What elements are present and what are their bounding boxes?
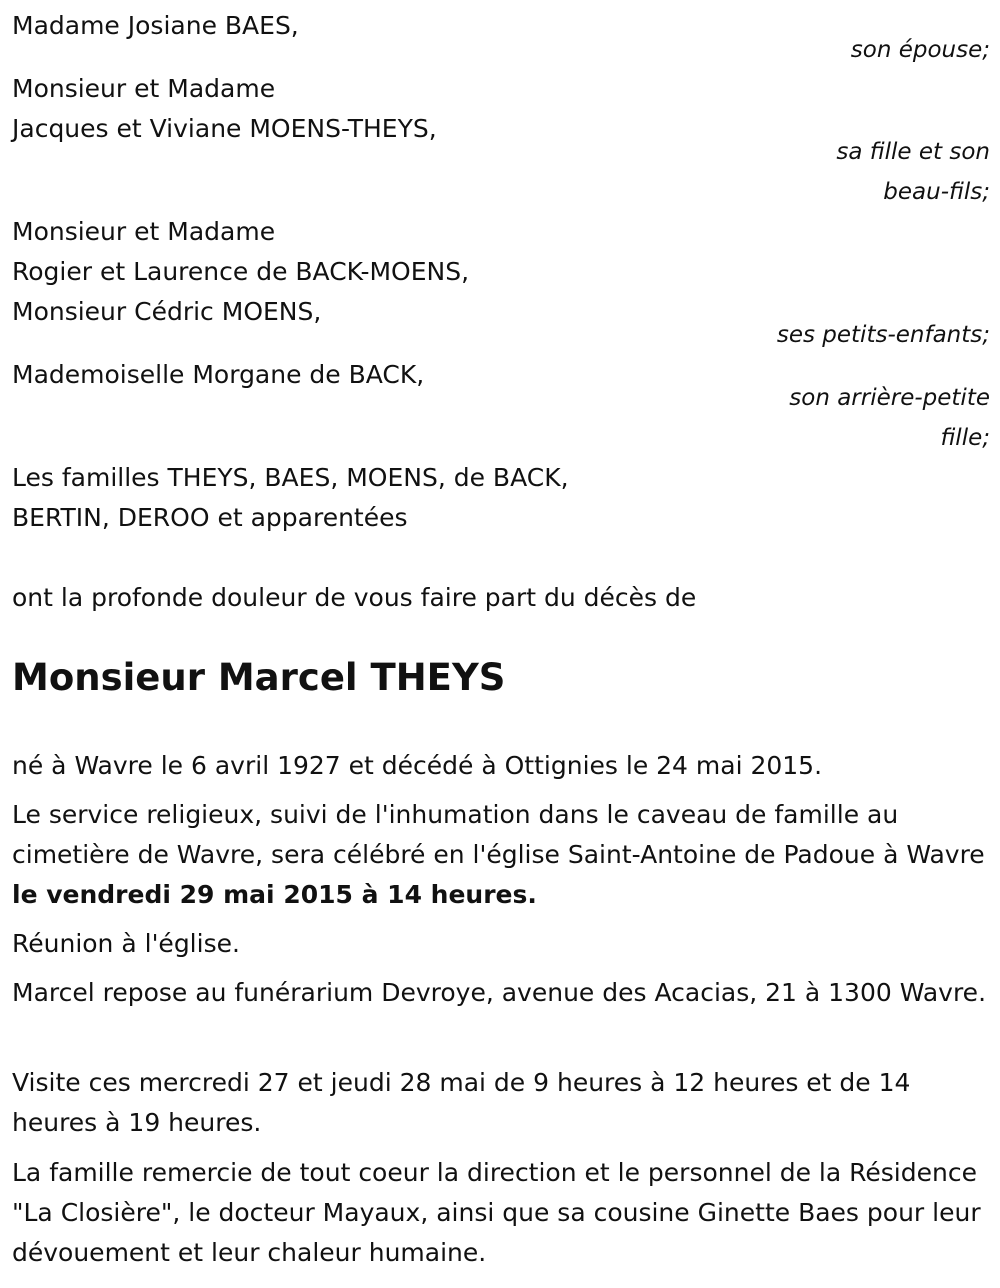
visits-text: Visite ces mercredi 27 et jeudi 28 mai de 9 heures à 12 heures et de 14 heures à 19 heures. bbox=[12, 1068, 911, 1137]
role-great-granddaughter-line2: fille; bbox=[940, 425, 990, 451]
service-date: le vendredi 29 mai 2015 à 14 heures. bbox=[12, 880, 537, 909]
role-grandchildren: ses petits-enfants; bbox=[776, 322, 990, 348]
role-spouse: son épouse; bbox=[850, 37, 990, 63]
family-member-grandchildren: Rogier et Laurence de BACK-MOENS, bbox=[12, 257, 470, 286]
funerarium-text: Marcel repose au funérarium Devroye, avenue des Acacias, 21 à 1300 Wavre. bbox=[12, 978, 987, 1007]
service-description: Le service religieux, suivi de l'inhumation dans le caveau de famille au cimetière de Wavre, sera célébré en l'église Saint-Antoine de Padoue à Wavre bbox=[12, 800, 985, 869]
intro-text: ont la profonde douleur de vous faire part du décès de bbox=[12, 583, 697, 612]
family-member-spouse: Madame Josiane BAES, bbox=[12, 11, 299, 40]
thanks-text: La famille remercie de tout coeur la direction et le personnel de la Résidence "La Closière", le docteur Mayaux, ainsi que sa cousine Ginette Baes pour leur dévouement et leur chaleur humaine. bbox=[12, 1158, 981, 1267]
family-member-grandchildren-title: Monsieur et Madame bbox=[12, 217, 276, 246]
families-line2: BERTIN, DEROO et apparentées bbox=[12, 503, 408, 532]
deceased-name: Monsieur Marcel THEYS bbox=[12, 656, 506, 699]
family-member-daughter-title: Monsieur et Madame bbox=[12, 74, 276, 103]
family-member-grandson: Monsieur Cédric MOENS, bbox=[12, 297, 322, 326]
family-member-great-granddaughter: Mademoiselle Morgane de BACK, bbox=[12, 360, 425, 389]
birth-death-text: né à Wavre le 6 avril 1927 et décédé à Ottignies le 24 mai 2015. bbox=[12, 751, 823, 780]
reunion-text: Réunion à l'église. bbox=[12, 929, 240, 958]
family-member-daughter: Jacques et Viviane MOENS-THEYS, bbox=[12, 114, 437, 143]
role-great-granddaughter-line1: son arrière-petite bbox=[789, 385, 990, 411]
role-daughter-line2: beau-fils; bbox=[883, 179, 990, 205]
service-text bbox=[12, 795, 990, 915]
families-line1: Les familles THEYS, BAES, MOENS, de BACK, bbox=[12, 463, 569, 492]
role-daughter-line1: sa fille et son bbox=[836, 139, 990, 165]
